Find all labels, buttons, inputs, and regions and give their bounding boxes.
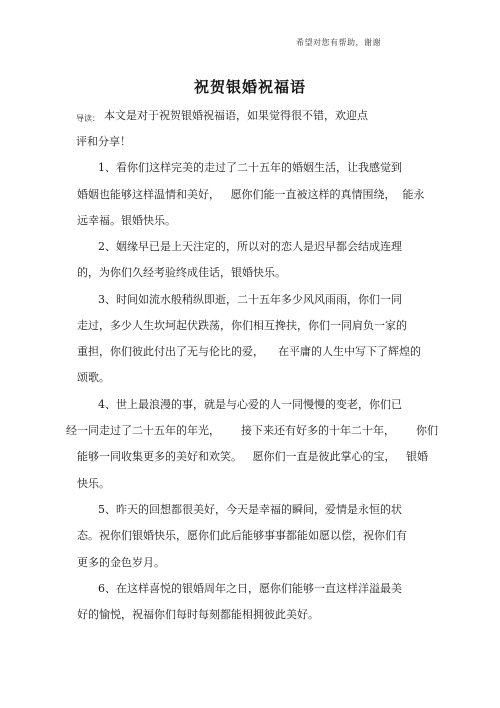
page-title: 祝贺银婚祝福语 — [193, 78, 306, 96]
paragraph-6-line-2: 好的愉悦，祝福你们每时每刻都能相拥彼此美好。 — [77, 608, 319, 621]
paragraph-4-line-2: 经一同走过了二十五年的年光， 接下来还有好多的十年二十年， 你们 — [66, 424, 438, 437]
intro-line-2: 评和分享！ — [76, 135, 131, 148]
paragraph-2-line-1: 2、姻缘早已是上天注定的，所以对的恋人是迟早都会结成连理 — [98, 240, 402, 253]
paragraph-4-line-1: 4、世上最浪漫的事，就是与心爱的人一同慢慢的变老，你们已 — [98, 398, 402, 411]
paragraph-1-line-3: 远幸福。银婚快乐。 — [77, 214, 176, 227]
paragraph-3-line-4: 颂歌。 — [77, 371, 110, 384]
paragraph-6-line-1: 6、在这样喜悦的银婚周年之日，愿你们能够一直这样洋溢最美 — [98, 582, 402, 595]
paragraph-5-line-1: 5、昨天的回想都很美好，今天是幸福的瞬间，爱情是永恒的状 — [98, 503, 402, 516]
paragraph-2-line-2: 的，为你们久经考验终成佳话，银婚快乐。 — [77, 266, 286, 279]
header-note: 希望对您有帮助，谢谢 — [296, 38, 381, 47]
paragraph-4-line-4: 快乐。 — [77, 477, 110, 490]
paragraph-3-line-1: 3、时间如流水般稍纵即逝，二十五年多少风风雨雨，你们一同 — [98, 293, 402, 306]
intro-label: 导读： — [76, 114, 100, 123]
intro-line-1: 本文是对于祝贺银婚祝福语，如果觉得很不错，欢迎点 — [104, 109, 368, 122]
paragraph-5-line-3: 更多的金色岁月。 — [77, 556, 165, 569]
paragraph-3-line-3: 重担，你们彼此付出了无与伦比的爱， 在平庸的人生中写下了辉煌的 — [77, 345, 421, 358]
paragraph-3-line-2: 走过，多少人生坎坷起伏跌荡，你们相互搀扶，你们一同肩负一家的 — [77, 319, 407, 332]
paragraph-4-line-3: 能够一同收集更多的美好和欢笑。 愿你们一直是彼此掌心的宝， 银婚 — [77, 450, 428, 463]
paragraph-5-line-2: 态。祝你们银婚快乐，愿你们此后能够事事都能如愿以偿，祝你们有 — [77, 529, 407, 542]
paragraph-1-line-1: 1、看你们这样完美的走过了二十五年的婚姻生活，让我感觉到 — [98, 161, 402, 174]
paragraph-1-line-2: 婚姻也能够这样温情和美好， 愿你们能一直被这样的真情围绕， 能永 — [77, 188, 425, 201]
